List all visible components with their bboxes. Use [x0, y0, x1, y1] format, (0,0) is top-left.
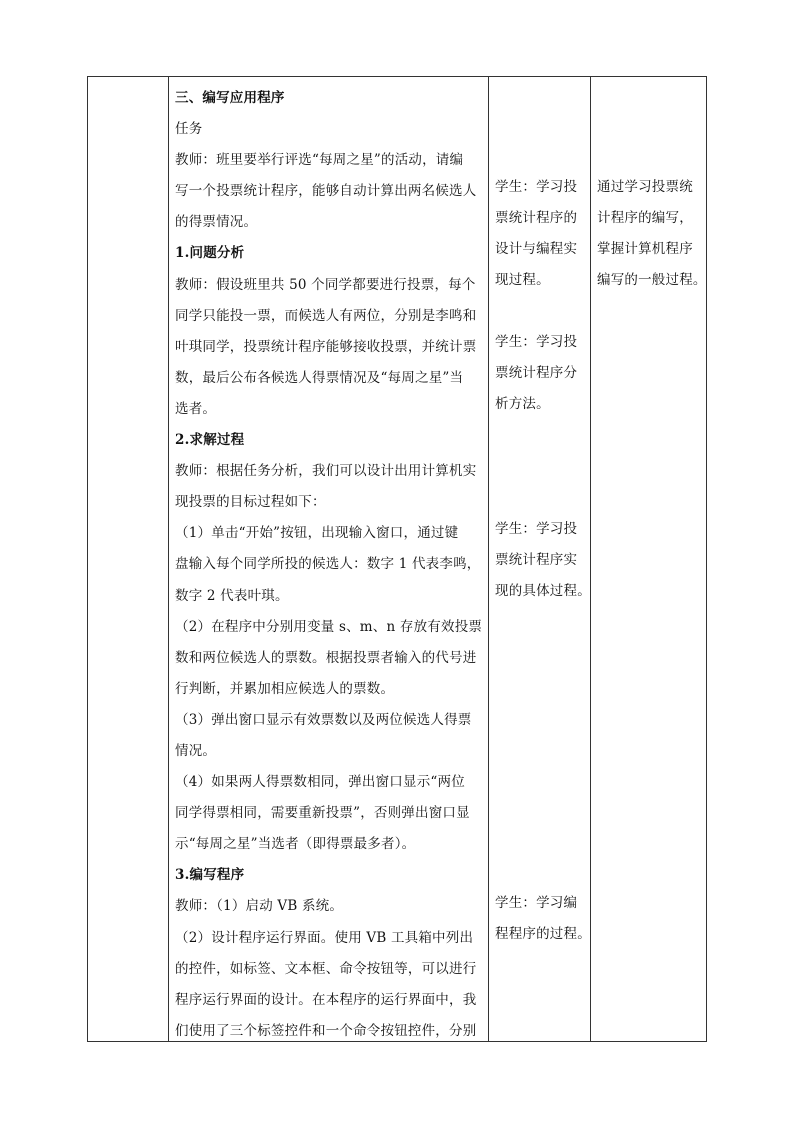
text-line: 教师：假设班里共 50 个同学都要进行投票，每个 [175, 276, 476, 293]
text-line: 现投票的目标过程如下： [175, 494, 326, 511]
text-line: 数和两位候选人的票数。根据投票者输入的代号进 [175, 649, 477, 666]
heading-solving-process: 2.求解过程 [175, 432, 245, 449]
text-line: 的得票情况。 [175, 214, 258, 231]
text-line: 教师：（1）启动 VB 系统。 [175, 898, 344, 915]
text-line: 掌握计算机程序 [597, 241, 693, 258]
text-line: 数字 2 代表叶琪。 [175, 587, 289, 604]
student-note-4 [495, 888, 591, 950]
text-line: （3）弹出窗口显示有效票数以及两位候选人得票 [175, 711, 472, 728]
design-intent-note [597, 172, 707, 296]
solve-paragraph [175, 456, 483, 860]
text-line: 写一个投票统计程序，能够自动计算出两名候选人 [175, 183, 477, 200]
text-line: 情况。 [175, 742, 217, 759]
task-label: 任务 [175, 121, 203, 138]
text-line: 选者。 [175, 400, 217, 417]
teaching-content-column [168, 77, 488, 1041]
text-line: （2）在程序中分别用变量 s、m、n 存放有效投票 [175, 618, 483, 635]
student-activity-column [488, 77, 590, 1041]
text-line: 学生：学习投 [495, 521, 578, 537]
text-line: 编写的一般过程。 [597, 272, 707, 289]
design-intent-column [590, 77, 708, 1041]
text-line: 票统计程序实 [495, 552, 578, 569]
text-line: 通过学习投票统 [597, 179, 693, 195]
text-line: 设计与编程实 [495, 241, 578, 258]
text-line: 析方法。 [495, 396, 550, 413]
heading-write-program: 3.编写程序 [175, 867, 245, 884]
heading-problem-analysis: 1.问题分析 [175, 245, 245, 262]
lesson-plan-table [87, 76, 707, 1042]
text-line: 学生：学习投 [495, 179, 578, 195]
text-line: 现的具体过程。 [495, 583, 591, 600]
intro-paragraph [175, 145, 480, 238]
text-line: 们使用了三个标签控件和一个命令按钮控件，分别 [175, 1022, 477, 1039]
text-line: 教师：根据任务分析，我们可以设计出用计算机实 [175, 463, 477, 480]
text-line: 同学得票相同，需要重新投票”，否则弹出窗口显 [175, 805, 470, 822]
text-line: 程程序的过程。 [495, 926, 591, 943]
text-line: （2）设计程序运行界面。使用 VB 工具箱中列出 [175, 929, 474, 946]
text-line: 行判断，并累加相应候选人的票数。 [175, 680, 395, 697]
text-line: （1）单击“开始”按钮，出现输入窗口，通过键 [175, 525, 459, 542]
section-title: 三、编写应用程序 [175, 90, 285, 106]
text-line: 票统计程序的 [495, 210, 578, 227]
text-line: 盘输入每个同学所投的候选人：数字 1 代表李鸣， [175, 556, 481, 573]
text-line: （4）如果两人得票数相同，弹出窗口显示“两位 [175, 774, 465, 791]
text-line: 程序运行界面的设计。在本程序的运行界面中，我 [175, 991, 477, 1008]
text-line: 同学只能投一票，而候选人有两位，分别是李鸣和 [175, 307, 477, 324]
text-line: 数，最后公布各候选人得票情况及“每周之星”当 [175, 369, 464, 386]
text-line: 学生：学习投 [495, 334, 578, 350]
text-line: 计程序的编写， [597, 210, 693, 227]
text-line: 叶琪同学，投票统计程序能够接收投票，并统计票 [175, 338, 477, 355]
text-line: 现过程。 [495, 272, 550, 289]
text-line: 学生：学习编 [495, 895, 578, 911]
text-line: 票统计程序分 [495, 365, 578, 382]
text-line: 教师：班里要举行评选“每周之星”的活动，请编 [175, 152, 464, 169]
analysis-paragraph [175, 270, 480, 425]
student-note-3 [495, 514, 591, 607]
text-line: 示“每周之星”当选者（即得票最多者）。 [175, 836, 416, 853]
text-line: 的控件，如标签、文本框、命令按钮等，可以进行 [175, 960, 477, 977]
program-paragraph [175, 891, 480, 1046]
student-note-1 [495, 172, 577, 296]
student-note-2 [495, 327, 577, 420]
